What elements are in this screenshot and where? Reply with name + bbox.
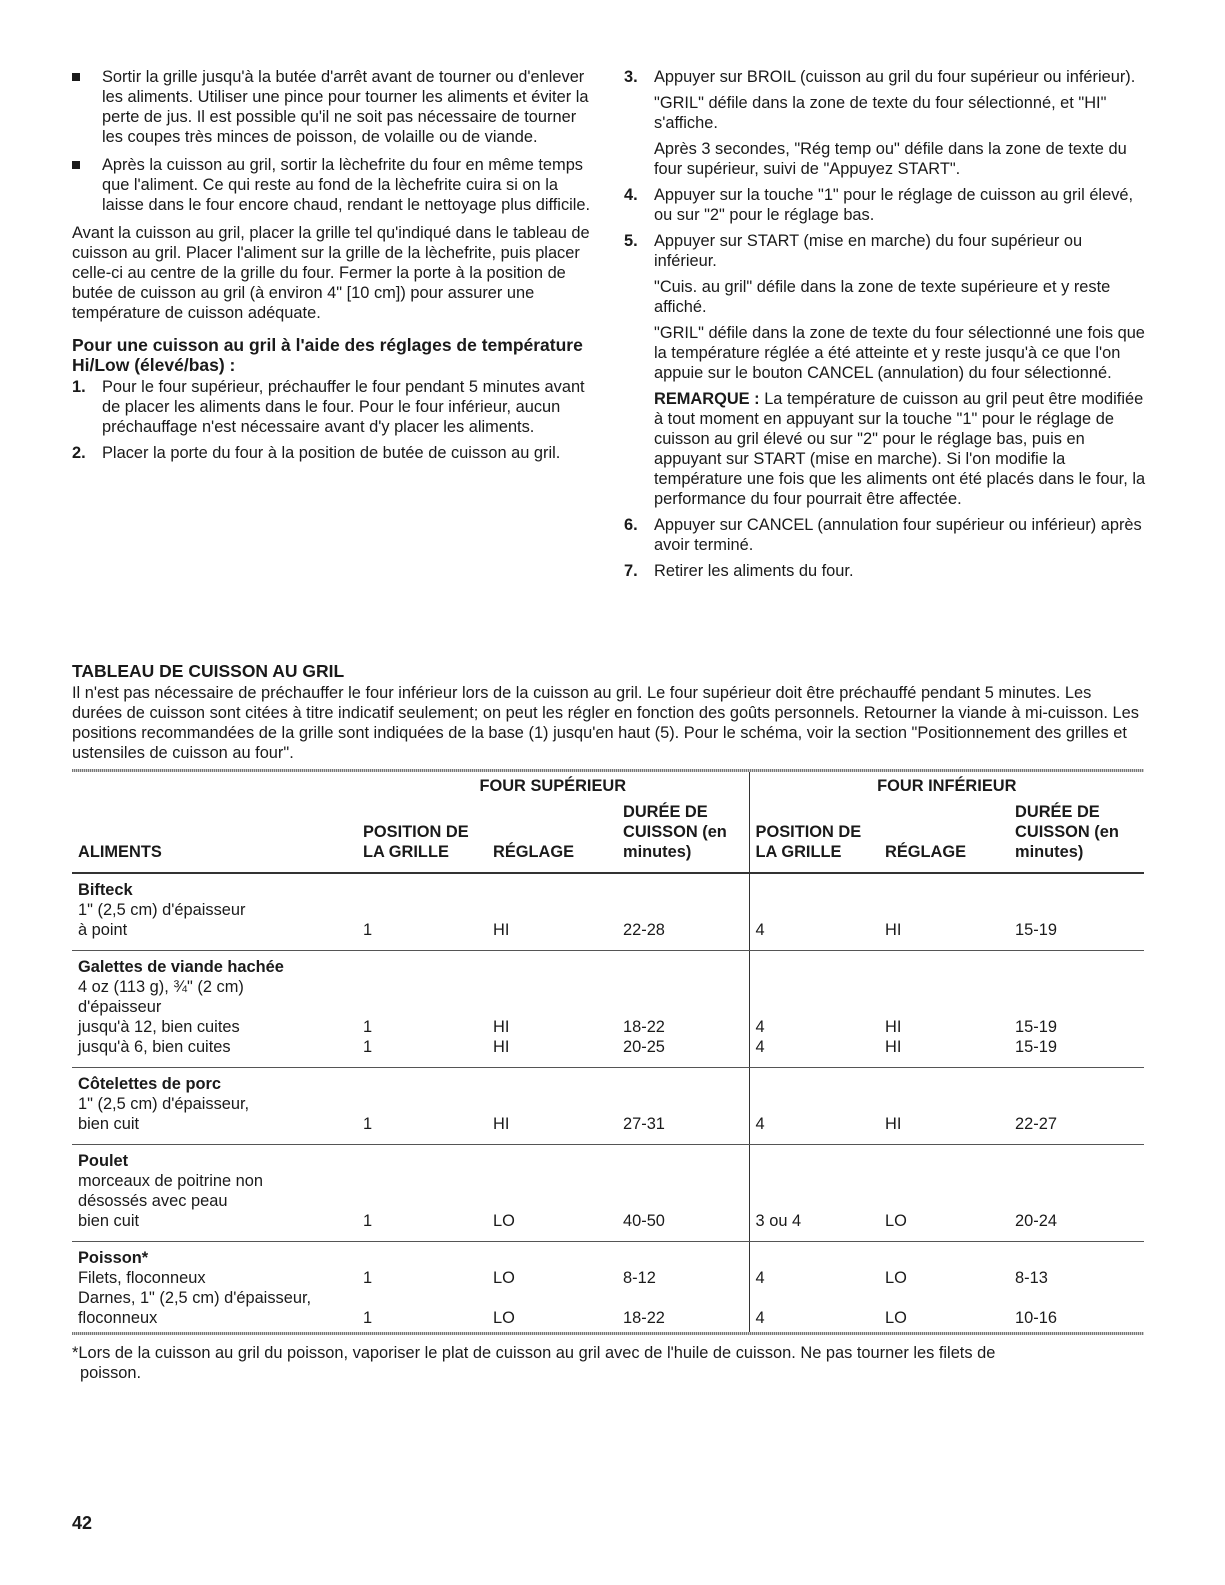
cell-value xyxy=(1015,1288,1138,1308)
square-bullet-icon xyxy=(72,161,80,169)
cell-value: 20-24 xyxy=(1015,1212,1057,1230)
food-name: Côtelettes de porc xyxy=(78,1075,221,1093)
cell-value xyxy=(885,1094,1003,1114)
footnote: *Lors de la cuisson au gril du poisson, vaporiser le plat de cuisson au gril avec de l'huile de cuisson. Ne pas tourner les filets de poisson. xyxy=(72,1344,996,1382)
cell-value xyxy=(493,1171,611,1191)
cell-value: HI xyxy=(493,1038,510,1056)
dotted-divider xyxy=(72,1332,1144,1335)
cell-value: LO xyxy=(493,1309,515,1327)
cell-value xyxy=(756,997,874,1017)
bullet-item: Après la cuisson au gril, sortir la lèchefrite du four en même temps que l'aliment. Ce qui reste au fond de la lèchefrite cuira si on la laisse dans le four encore chaud, rendant le nettoyage plus difficile. xyxy=(72,155,592,215)
cell-value xyxy=(885,900,1003,920)
hi-low-subheading: Pour une cuisson au gril à l'aide des réglages de température Hi/Low (élevé/bas) : xyxy=(72,335,583,375)
table-cell-up-time xyxy=(617,1068,749,1145)
cell-value xyxy=(885,977,1003,997)
cell-value xyxy=(363,997,481,1017)
cell-value xyxy=(756,1094,874,1114)
table-cell-lo-set xyxy=(879,951,1009,1068)
cell-value: 1 xyxy=(363,1115,373,1133)
cell-value xyxy=(493,1288,611,1308)
cell-value: 1 xyxy=(363,1212,373,1230)
table-cell-lo-time xyxy=(1009,951,1144,1068)
cell-value: 15-19 xyxy=(1015,921,1057,939)
food-name: Galettes de viande hachée xyxy=(78,958,284,976)
table-cell-up-pos xyxy=(357,1068,487,1145)
cell-value: 8-12 xyxy=(623,1269,656,1287)
table-row xyxy=(72,1068,1144,1145)
cell-value: 22-27 xyxy=(1015,1115,1057,1133)
cell-value xyxy=(885,997,1003,1017)
cell-value: HI xyxy=(493,1115,510,1133)
table-cell-desc xyxy=(72,1145,357,1242)
cell-value xyxy=(363,1191,481,1211)
table-cell-up-set xyxy=(487,951,617,1068)
table-cell-lo-pos xyxy=(749,1145,879,1242)
table-cell-up-set xyxy=(487,873,617,951)
table-cell-lo-set xyxy=(879,873,1009,951)
cell-value xyxy=(756,1288,874,1308)
cell-value: 1 xyxy=(363,1269,373,1287)
cell-value xyxy=(363,900,481,920)
cell-value xyxy=(885,1171,1003,1191)
food-name: Bifteck xyxy=(78,881,133,899)
step-1: 1. Pour le four supérieur, préchauffer le four pendant 5 minutes avant de placer les aliments dans le four. Pour le four inférieur, aucun préchauffage n'est nécessaire avant d'y placer les aliments. xyxy=(72,378,585,436)
table-cell-up-time xyxy=(617,1145,749,1242)
table-row xyxy=(72,1145,1144,1242)
table-cell-lo-pos xyxy=(749,873,879,951)
cell-value xyxy=(363,1288,481,1308)
col-lower-time: DURÉE DE CUISSON (en minutes) xyxy=(1009,798,1144,873)
cell-value: 40-50 xyxy=(623,1212,665,1230)
cell-value: 1 xyxy=(363,1018,373,1036)
cell-value: 8-13 xyxy=(1015,1269,1048,1287)
food-detail: Filets, floconneux xyxy=(78,1269,206,1287)
cell-value xyxy=(623,1288,743,1308)
food-detail: floconneux xyxy=(78,1309,158,1327)
cell-value xyxy=(756,1171,874,1191)
food-detail: Darnes, 1" (2,5 cm) d'épaisseur, xyxy=(78,1289,312,1307)
table-row xyxy=(72,951,1144,1068)
cell-value xyxy=(493,977,611,997)
cell-value xyxy=(1015,997,1138,1017)
food-detail: à point xyxy=(78,921,128,939)
table-cell-up-pos xyxy=(357,1145,487,1242)
food-name: Poulet xyxy=(78,1152,129,1170)
cell-value xyxy=(1015,1094,1138,1114)
table-title: TABLEAU DE CUISSON AU GRIL xyxy=(72,661,345,681)
food-detail: 1" (2,5 cm) d'épaisseur, xyxy=(78,1095,250,1113)
cell-value xyxy=(363,1094,481,1114)
table-cell-up-set xyxy=(487,1145,617,1242)
cell-value xyxy=(1015,900,1138,920)
cell-value: 1 xyxy=(363,1038,373,1056)
group-header-row xyxy=(72,772,1144,798)
food-detail: bien cuit xyxy=(78,1212,140,1230)
broil-chart-section xyxy=(72,661,1144,1383)
cell-value: LO xyxy=(493,1269,515,1287)
table-cell-up-set xyxy=(487,1242,617,1333)
cell-value xyxy=(756,977,874,997)
square-bullet-icon xyxy=(72,73,80,81)
step-2: 2. Placer la porte du four à la position de butée de cuisson au gril. xyxy=(72,444,561,462)
cell-value: HI xyxy=(885,921,902,939)
cell-value xyxy=(1015,977,1138,997)
col-lower-setting: RÉGLAGE xyxy=(879,798,1009,873)
col-upper-setting: RÉGLAGE xyxy=(487,798,617,873)
column-header-row xyxy=(72,798,1144,873)
cell-value xyxy=(493,900,611,920)
table-cell-up-time xyxy=(617,951,749,1068)
table-cell-up-pos xyxy=(357,1242,487,1333)
cell-value: HI xyxy=(493,921,510,939)
cell-value xyxy=(756,1191,874,1211)
cell-value xyxy=(363,1171,481,1191)
cell-value xyxy=(493,1094,611,1114)
table-intro: Il n'est pas nécessaire de préchauffer le four inférieur lors de la cuisson au gril. Le four supérieur doit être préchauffé pendant 5 minutes. Les durées de cuisson sont citées à titre indicatif seulement; on peut les régler en fonction des goûts personnels. Retourner la viande à mi-cuisson. Les positions recommandées de la grille sont indiquées de la base (1) jusqu'en haut (5). Pour le schéma, voir la section "Positionnement des grilles et ustensiles de cuisson au four". xyxy=(72,684,1139,762)
cell-value xyxy=(623,997,743,1017)
cell-value: LO xyxy=(493,1212,515,1230)
table-cell-up-set xyxy=(487,1068,617,1145)
cell-value: HI xyxy=(885,1038,902,1056)
cell-value: 4 xyxy=(755,1038,765,1056)
food-detail: jusqu'à 6, bien cuites xyxy=(78,1038,231,1056)
placement-paragraph: Avant la cuisson au gril, placer la grille tel qu'indiqué dans le tableau de cuisson au gril. Placer l'aliment sur la grille de la lèchefrite, puis placer celle-ci au centre de la grille du four. Fermer la porte à la position de butée de cuisson au gril (à environ 4" [10 cm]) pour assurer une température de cuisson adéquate. xyxy=(72,224,590,322)
col-upper-time: DURÉE DE CUISSON (en minutes) xyxy=(617,798,749,873)
food-detail: morceaux de poitrine non xyxy=(78,1172,263,1190)
cell-value xyxy=(623,977,743,997)
cell-value: 1 xyxy=(363,921,373,939)
cell-value: 10-16 xyxy=(1015,1309,1057,1327)
cell-value: 1 xyxy=(363,1309,373,1327)
cell-value xyxy=(623,900,743,920)
cell-value xyxy=(623,1191,743,1211)
table-cell-lo-time xyxy=(1009,873,1144,951)
cell-value: 4 xyxy=(755,1269,765,1287)
cell-value xyxy=(623,1171,743,1191)
table-body xyxy=(72,873,1144,1332)
left-column xyxy=(72,67,592,469)
cell-value: HI xyxy=(493,1018,510,1036)
upper-oven-header: FOUR SUPÉRIEUR xyxy=(357,772,749,798)
cell-value xyxy=(623,1094,743,1114)
food-detail: 1" (2,5 cm) d'épaisseur xyxy=(78,901,246,919)
step-3: 3. Appuyer sur BROIL (cuisson au gril du four supérieur ou inférieur). "GRIL" défile dans la zone de texte du four sélectionné, et "HI" s'affiche. Après 3 secondes, "Rég temp ou" défile dans la zone de texte du four supérieur, suivi de "Appuyez START". xyxy=(624,68,1136,178)
cell-value: 18-22 xyxy=(623,1018,665,1036)
table-cell-lo-pos xyxy=(749,1068,879,1145)
cell-value xyxy=(1015,1171,1138,1191)
table-cell-lo-set xyxy=(879,1242,1009,1333)
food-name: Poisson* xyxy=(78,1249,149,1267)
cell-value: 4 xyxy=(755,921,765,939)
table-cell-up-time xyxy=(617,1242,749,1333)
cell-value: 3 ou 4 xyxy=(755,1212,802,1230)
step-7: 7. Retirer les aliments du four. xyxy=(624,562,854,580)
step-6: 6. Appuyer sur CANCEL (annulation four supérieur ou inférieur) après avoir terminé. xyxy=(624,516,1142,554)
cell-value: 20-25 xyxy=(623,1038,665,1056)
cell-value: 4 xyxy=(755,1018,765,1036)
food-detail: bien cuit xyxy=(78,1115,140,1133)
bullet-item: Sortir la grille jusqu'à la butée d'arrêt avant de tourner ou d'enlever les aliments. Utiliser une pince pour tourner les aliments et éviter la perte de jus. Il est possible qu'il ne soit pas nécessaire de tourner les coupes très minces de poisson, de volaille ou de viande. xyxy=(72,67,592,147)
cell-value: LO xyxy=(885,1309,907,1327)
step-4: 4. Appuyer sur la touche "1" pour le réglage de cuisson au gril élevé, ou sur "2" pour le réglage bas. xyxy=(624,186,1134,224)
cell-value xyxy=(756,900,874,920)
cell-value: 27-31 xyxy=(623,1115,665,1133)
table-cell-desc xyxy=(72,1242,357,1333)
food-detail: jusqu'à 12, bien cuites xyxy=(78,1018,240,1036)
table-cell-up-pos xyxy=(357,873,487,951)
table-cell-lo-time xyxy=(1009,1242,1144,1333)
table-cell-lo-set xyxy=(879,1068,1009,1145)
cell-value: 4 xyxy=(755,1309,765,1327)
food-detail: désossés avec peau xyxy=(78,1192,228,1210)
right-column xyxy=(624,67,1149,587)
cell-value: 18-22 xyxy=(623,1309,665,1327)
table-row xyxy=(72,1242,1144,1333)
cell-value xyxy=(885,1288,1003,1308)
remark: REMARQUE : La température de cuisson au gril peut être modifiée à tout moment en appuyant sur la touche "1" pour le réglage de cuisson au gril élevé ou sur "2" pour le réglage bas, puis en appuyant sur START (mise en marche). Si l'on modifie la température une fois que les aliments ont été placés dans le four, la performance du four pourrait être affectée. xyxy=(654,390,1146,508)
cell-value: HI xyxy=(885,1018,902,1036)
cell-value: LO xyxy=(885,1269,907,1287)
table-cell-desc xyxy=(72,1068,357,1145)
table-cell-up-time xyxy=(617,873,749,951)
table-cell-lo-pos xyxy=(749,951,879,1068)
cell-value xyxy=(1015,1191,1138,1211)
broil-table xyxy=(72,772,1144,1332)
lower-oven-header: FOUR INFÉRIEUR xyxy=(877,777,1017,795)
table-cell-lo-set xyxy=(879,1145,1009,1242)
table-cell-lo-pos xyxy=(749,1242,879,1333)
cell-value: 15-19 xyxy=(1015,1038,1057,1056)
col-food: ALIMENTS xyxy=(72,798,357,873)
cell-value: 4 xyxy=(755,1115,765,1133)
cell-value: 22-28 xyxy=(623,921,665,939)
table-cell-up-pos xyxy=(357,951,487,1068)
table-row xyxy=(72,873,1144,951)
cell-value xyxy=(493,1191,611,1211)
cell-value: HI xyxy=(885,1115,902,1133)
cell-value: 15-19 xyxy=(1015,1018,1057,1036)
step-5: 5. Appuyer sur START (mise en marche) du four supérieur ou inférieur. "Cuis. au gril" défile dans la zone de texte supérieure et y reste affiché. "GRIL" défile dans la zone de texte du four sélectionné une fois que la température réglée a été atteinte et y reste jusqu'à ce que l'on appuie sur le bouton CANCEL (annulation) du four sélectionné. REMARQUE : La température de cuisson au gril peut être modifiée à tout moment en appuyant sur la touche "1" pour le réglage de cuisson au gril élevé ou sur "2" pour le réglage bas, puis en appuyant sur START (mise en marche). Si l'on modifie la température une fois que les aliments ont été placés dans le four, la performance du four pourrait être affectée. xyxy=(624,231,1149,509)
page-number: 42 xyxy=(72,1513,93,1533)
food-detail: d'épaisseur xyxy=(78,998,162,1016)
table-cell-desc xyxy=(72,873,357,951)
col-upper-position: POSITION DE LA GRILLE xyxy=(357,798,487,873)
table-cell-lo-time xyxy=(1009,1068,1144,1145)
cell-value: LO xyxy=(885,1212,907,1230)
food-detail: 4 oz (113 g), ¾" (2 cm) xyxy=(78,978,244,996)
col-lower-position: POSITION DE LA GRILLE xyxy=(749,798,879,873)
cell-value xyxy=(493,997,611,1017)
cell-value xyxy=(885,1191,1003,1211)
table-cell-lo-time xyxy=(1009,1145,1144,1242)
table-cell-desc xyxy=(72,951,357,1068)
cell-value xyxy=(363,977,481,997)
